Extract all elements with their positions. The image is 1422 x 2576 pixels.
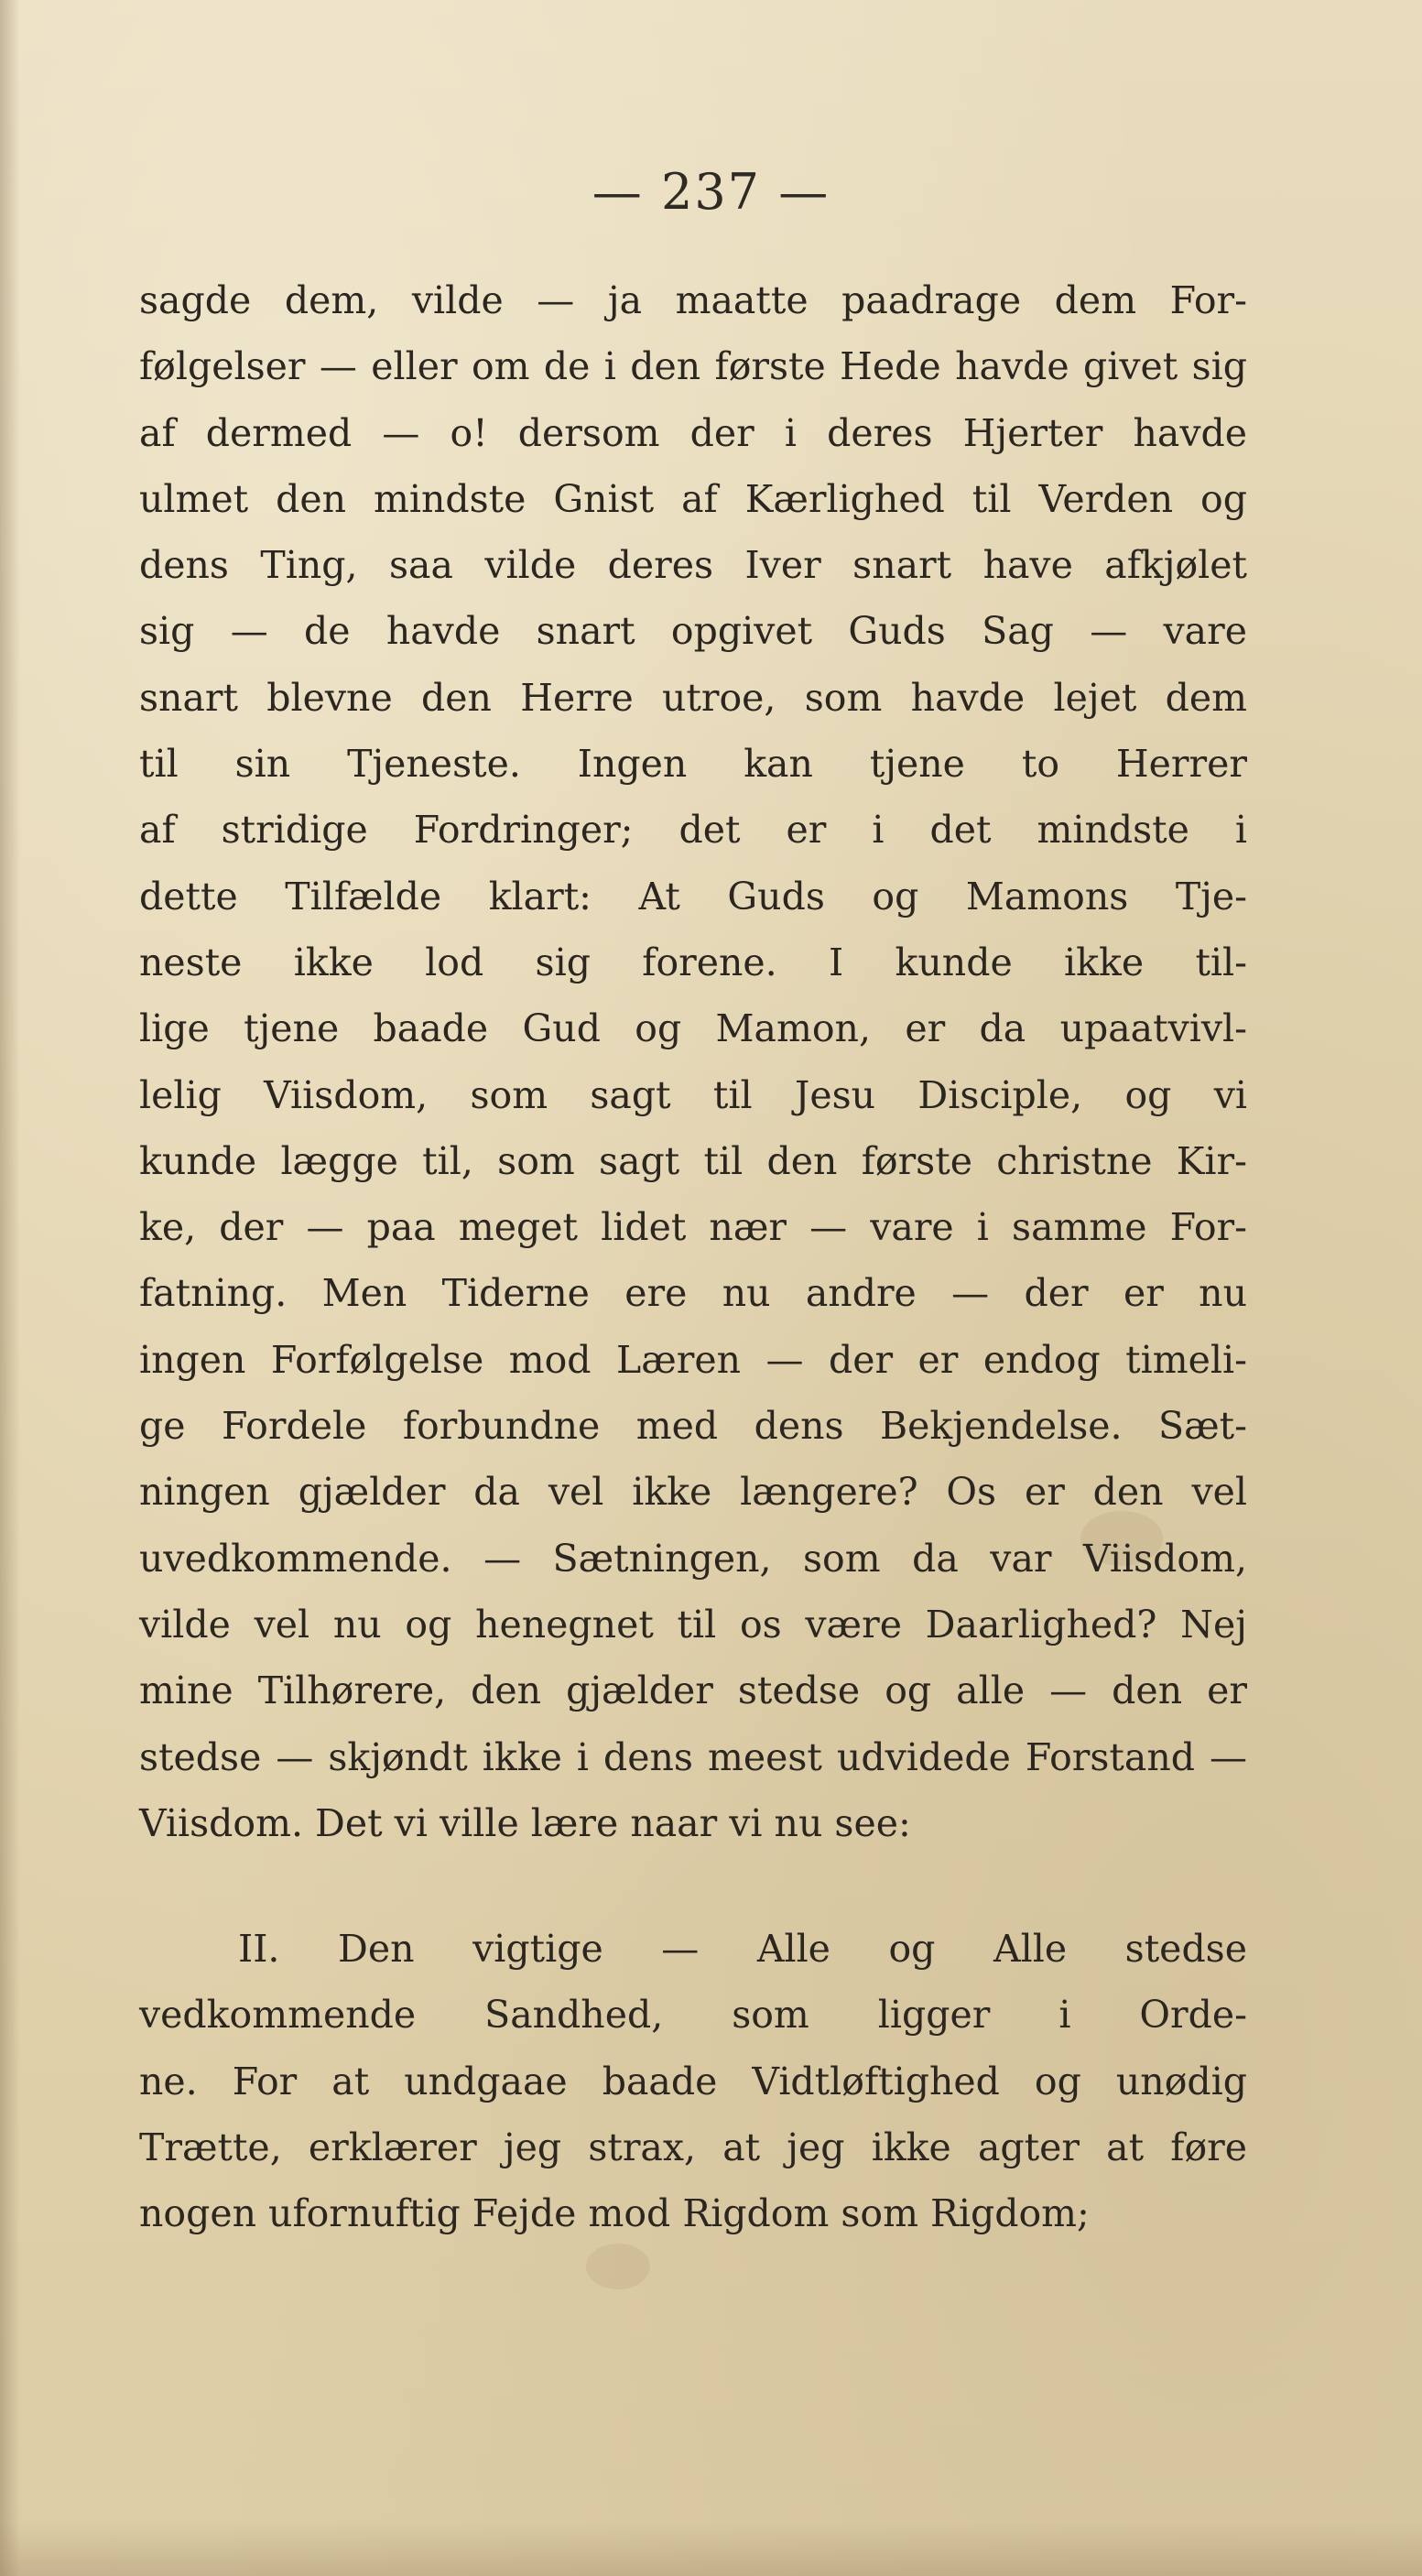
text-line: ne. For at undgaae baade Vidtløftighed og unødig <box>139 2059 1247 2103</box>
text-line: til sin Tjeneste. Ingen kan tjene to Herrer <box>139 742 1247 787</box>
text-line: ge Fordele forbundne med dens Bekjendelse. Sæt- <box>139 1404 1247 1449</box>
text-line: Trætte, erklærer jeg strax, at jeg ikke agter at føre <box>139 2125 1247 2170</box>
paragraph-1 <box>139 267 1247 1856</box>
body-text <box>139 267 1247 2247</box>
text-line: sagde dem, vilde — ja maatte paadrage dem For- <box>139 278 1247 322</box>
text-line: lelig Viisdom, som sagt til Jesu Disciple, og vi <box>139 1072 1247 1117</box>
text-line: følgelser — eller om de i den første Hede havde givet sig <box>139 344 1247 389</box>
text-line: vedkommende Sandhed, som ligger i Orde- <box>139 1993 1247 2038</box>
text-line: dette Tilfælde klart: At Guds og Mamons Tje- <box>139 874 1247 918</box>
text-line: ningen gjælder da vel ikke længere? Os er den vel <box>139 1470 1247 1515</box>
text-line: vilde vel nu og henegnet til os være Daarlighed? Nej <box>139 1602 1247 1647</box>
page-number: — 237 — <box>592 163 830 221</box>
text-line: ke, der — paa meget lidet nær — vare i samme For- <box>139 1205 1247 1250</box>
paragraph-2 <box>139 1916 1247 2246</box>
text-line: ingen Forfølgelse mod Læren — der er endog timeli- <box>139 1337 1247 1382</box>
text-line: fatning. Men Tiderne ere nu andre — der er nu <box>139 1271 1247 1316</box>
page-edge-shadow <box>0 0 20 2576</box>
text-line: stedse — skjøndt ikke i dens meest udvidede Forstand — <box>139 1734 1247 1779</box>
paper-stain <box>586 2244 650 2289</box>
text-line: uvedkommende. — Sætningen, som da var Viisdom, <box>139 1536 1247 1581</box>
text-line: mine Tilhørere, den gjælder stedse og alle — den er <box>139 1668 1247 1713</box>
text-line: af dermed — o! dersom der i deres Hjerter havde <box>139 410 1247 455</box>
page-bottom-shadow <box>0 2521 1422 2576</box>
text-line: Viisdom. Det vi ville lære naar vi nu see: <box>139 1800 911 1845</box>
text-line: lige tjene baade Gud og Mamon, er da upaatvivl- <box>139 1006 1247 1051</box>
text-line: sig — de havde snart opgivet Guds Sag — vare <box>139 609 1247 654</box>
text-line: dens Ting, saa vilde deres Iver snart have afkjølet <box>139 543 1247 588</box>
text-line: neste ikke lod sig forene. I kunde ikke til- <box>139 940 1247 984</box>
paragraph-gap <box>139 1856 1247 1916</box>
text-line: II. Den vigtige — Alle og Alle stedse <box>238 1927 1247 1972</box>
text-line: nogen ufornuftig Fejde mod Rigdom som Rigdom; <box>139 2191 1090 2236</box>
text-line: kunde lægge til, som sagt til den første christne Kir- <box>139 1138 1247 1183</box>
text-line: af stridige Fordringer; det er i det mindste i <box>139 808 1247 853</box>
text-line: snart blevne den Herre utroe, som havde lejet dem <box>139 675 1247 720</box>
text-line: ulmet den mindste Gnist af Kærlighed til Verden og <box>139 476 1247 521</box>
